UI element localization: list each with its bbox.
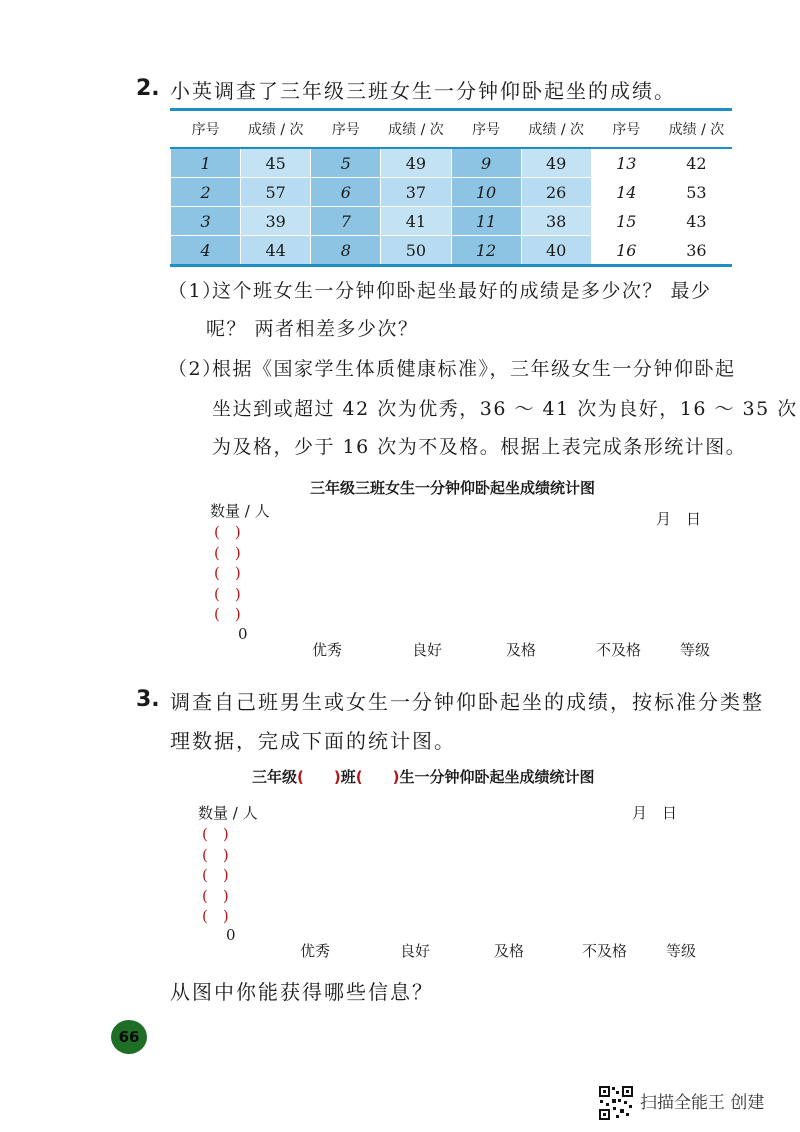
table-row [171, 178, 732, 207]
question-2-number: 2. [136, 76, 160, 101]
chart-1-category: 良好 [412, 641, 443, 659]
page-number-badge: 66 [111, 1020, 147, 1054]
sub-question-2-line-1: 根据《国家学生体质健康标准》，三年级女生一分钟仰卧起 [212, 358, 736, 380]
chart-2-y-blank[interactable]: ( ) [202, 866, 229, 884]
score-cell: 57 [241, 178, 311, 207]
score-cell: 49 [381, 148, 451, 178]
index-cell: 3 [171, 207, 241, 236]
chart-2-title-part: 三年级 [252, 768, 298, 786]
chart-2-title-part: 生一分钟仰卧起坐成绩统计图 [399, 768, 595, 786]
score-cell: 37 [381, 178, 451, 207]
score-cell: 39 [241, 207, 311, 236]
score-cell: 43 [661, 207, 731, 236]
index-cell: 4 [171, 236, 241, 266]
index-cell: 10 [451, 178, 521, 207]
chart-1-category: 及格 [506, 641, 537, 659]
score-cell: 44 [241, 236, 311, 266]
watermark-text: 扫描全能王 创建 [640, 1093, 765, 1113]
chart-2-zero: 0 [226, 926, 236, 944]
header-cell: 序号 [591, 110, 661, 149]
question-2-title: 小英调查了三年级三班女生一分钟仰卧起坐的成绩。 [170, 79, 676, 103]
table-row [171, 207, 732, 236]
question-3-prompt: 从图中你能获得哪些信息？ [170, 980, 434, 1004]
index-cell: 7 [311, 207, 381, 236]
index-cell: 8 [311, 236, 381, 266]
table-row [171, 148, 732, 178]
chart-1-category: 优秀 [312, 641, 343, 659]
sub-question-2-line-3: 为及格，少于 16 次为不及格。根据上表完成条形统计图。 [212, 436, 747, 458]
chart-2-gender-blank[interactable]: ( ) [355, 768, 400, 786]
qr-code-icon [598, 1085, 634, 1121]
header-cell: 序号 [451, 110, 521, 149]
index-cell: 16 [591, 236, 661, 266]
index-cell: 11 [451, 207, 521, 236]
chart-2-x-axis-label: 等级 [666, 942, 697, 960]
table-header-row [171, 110, 732, 149]
header-cell: 序号 [171, 110, 241, 149]
header-cell: 成绩 / 次 [661, 110, 731, 149]
question-3-line-1: 调查自己班男生或女生一分钟仰卧起坐的成绩，按标准分类整 [170, 690, 764, 714]
chart-1-y-blank[interactable]: ( ) [214, 523, 241, 541]
sub-question-2-label: （2） [168, 358, 223, 380]
header-cell: 成绩 / 次 [521, 110, 591, 149]
question-3-line-2: 理数据，完成下面的统计图。 [170, 729, 456, 753]
chart-1-y-blank[interactable]: ( ) [214, 605, 241, 623]
score-cell: 38 [521, 207, 591, 236]
score-table [170, 108, 732, 267]
score-cell: 40 [521, 236, 591, 266]
header-cell: 成绩 / 次 [241, 110, 311, 149]
score-cell: 42 [661, 148, 731, 178]
table-row [171, 236, 732, 266]
chart-2-category: 优秀 [300, 942, 331, 960]
sub-question-1-line-2: 呢？ 两者相差多少次？ [206, 318, 419, 340]
index-cell: 2 [171, 178, 241, 207]
chart-2-date: 月 日 [632, 804, 678, 822]
header-cell: 序号 [311, 110, 381, 149]
index-cell: 1 [171, 148, 241, 178]
score-cell: 41 [381, 207, 451, 236]
index-cell: 12 [451, 236, 521, 266]
chart-1-x-axis-label: 等级 [680, 641, 711, 659]
chart-1-y-axis-label: 数量 / 人 [210, 502, 270, 520]
chart-2-y-blank[interactable]: ( ) [202, 887, 229, 905]
chart-2-category: 不及格 [582, 942, 628, 960]
sub-question-1-label: （1） [168, 280, 223, 302]
question-3-number: 3. [136, 687, 160, 712]
sub-question-1-line-1: 这个班女生一分钟仰卧起坐最好的成绩是多少次？ 最少 [212, 280, 712, 302]
chart-1-y-blank[interactable]: ( ) [214, 564, 241, 582]
chart-1-zero: 0 [238, 625, 248, 643]
chart-1-y-blank[interactable]: ( ) [214, 585, 241, 603]
score-cell: 49 [521, 148, 591, 178]
score-cell: 26 [521, 178, 591, 207]
chart-2-y-blank[interactable]: ( ) [202, 825, 229, 843]
score-cell: 50 [381, 236, 451, 266]
index-cell: 6 [311, 178, 381, 207]
chart-2-category: 良好 [400, 942, 431, 960]
index-cell: 13 [591, 148, 661, 178]
score-cell: 45 [241, 148, 311, 178]
chart-2-y-blank[interactable]: ( ) [202, 846, 229, 864]
chart-2-category: 及格 [494, 942, 525, 960]
index-cell: 9 [451, 148, 521, 178]
index-cell: 15 [591, 207, 661, 236]
chart-2-title-part: 班 [340, 768, 356, 786]
index-cell: 5 [311, 148, 381, 178]
score-cell: 36 [661, 236, 731, 266]
sub-question-2-line-2: 坐达到或超过 42 次为优秀，36 ～ 41 次为良好，16 ～ 35 次 [212, 398, 798, 420]
chart-2-title [252, 766, 594, 787]
chart-1-category: 不及格 [596, 641, 642, 659]
chart-2-y-axis-label: 数量 / 人 [198, 804, 258, 822]
chart-1-title: 三年级三班女生一分钟仰卧起坐成绩统计图 [310, 479, 596, 497]
index-cell: 14 [591, 178, 661, 207]
chart-1-y-blank[interactable]: ( ) [214, 544, 241, 562]
chart-1-date: 月 日 [656, 510, 702, 528]
score-cell: 53 [661, 178, 731, 207]
header-cell: 成绩 / 次 [381, 110, 451, 149]
chart-2-class-blank[interactable]: ( ) [297, 768, 341, 786]
chart-2-y-blank[interactable]: ( ) [202, 907, 229, 925]
